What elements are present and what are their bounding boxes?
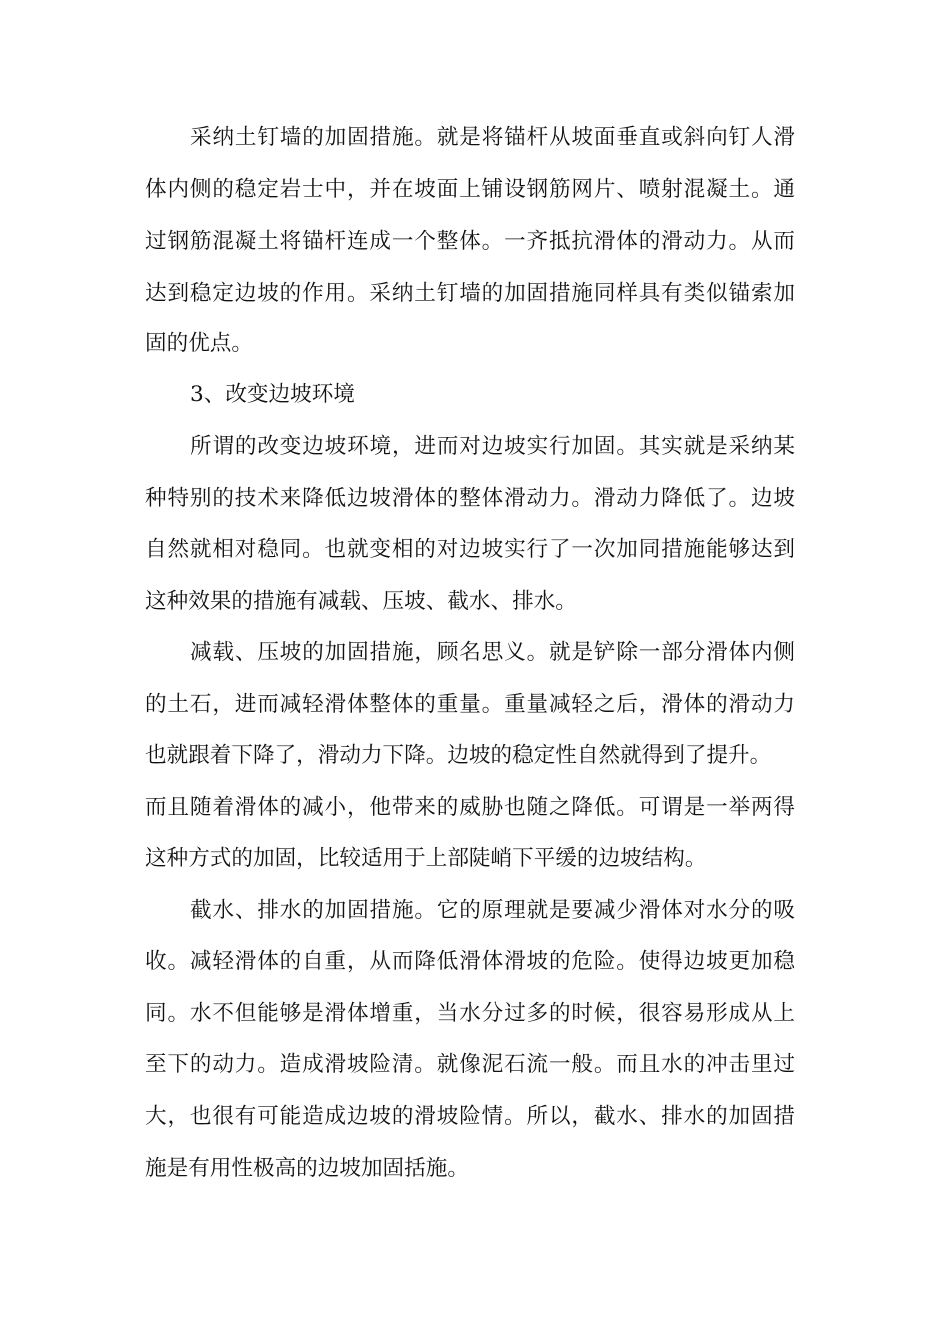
paragraph-2-line-2: 种特别的技术来降低边坡滑体的整体滑动力。滑动力降低了。边坡 bbox=[145, 486, 795, 511]
paragraph-1-line-3: 过钢筋混凝土将锚杆连成一个整体。一齐抵抗滑体的滑动力。从而 bbox=[145, 229, 795, 254]
paragraph-1-line-5: 固的优点。 bbox=[145, 331, 253, 356]
paragraph-1-line-2: 体内侧的稳定岩士中，并在坡面上铺设钢筋网片、喷射混凝土。通 bbox=[145, 177, 795, 202]
paragraph-3-line-4: 而且随着滑体的减小，他带来的威胁也随之降低。可谓是一举两得 bbox=[145, 795, 795, 820]
paragraph-3-line-3: 也就跟着下降了，滑动力下降。边坡的稳定性自然就得到了提升。 bbox=[145, 743, 772, 768]
paragraph-2-line-1: 所谓的改变边坡环境，进而对边坡实行加固。其实就是采纳某 bbox=[190, 434, 795, 459]
paragraph-3-line-2: 的土石，进而减轻滑体整体的重量。重量减轻之后，滑体的滑动力 bbox=[145, 692, 795, 717]
paragraph-2-line-3: 自然就相对稳同。也就变相的对边坡实行了一次加同措施能够达到 bbox=[145, 537, 795, 562]
paragraph-3-line-5: 这种方式的加固，比较适用于上部陡峭下平缓的边坡结构。 bbox=[145, 846, 707, 871]
paragraph-2-line-4: 这种效果的措施有减载、压坡、截水、排水。 bbox=[145, 589, 577, 614]
paragraph-4-line-1: 截水、排水的加固措施。它的原理就是要减少滑体对水分的吸 bbox=[190, 898, 795, 923]
paragraph-4-line-6: 施是有用性极高的边坡加固括施。 bbox=[145, 1156, 469, 1181]
paragraph-4-line-4: 至下的动力。造成滑坡险清。就像泥石流一般。而且水的冲击里过 bbox=[145, 1052, 795, 1077]
paragraph-4-line-5: 大，也很有可能造成边坡的滑坡险情。所以，截水、排水的加固措 bbox=[145, 1104, 795, 1129]
paragraph-4-line-3: 同。水不但能够是滑体增重，当水分过多的时候，很容易形成从上 bbox=[145, 1001, 795, 1026]
paragraph-4-line-2: 收。减轻滑体的自重，从而降低滑体滑坡的危险。使得边坡更加稳 bbox=[145, 949, 795, 974]
paragraph-1-line-1: 采纳土钉墙的加固措施。就是将锚杆从坡面垂直或斜向钉人滑 bbox=[190, 125, 795, 150]
section-heading: 3、改变边坡环境 bbox=[190, 382, 355, 407]
paragraph-3-line-1: 减载、压坡的加固措施，顾名思义。就是铲除一部分滑体内侧 bbox=[190, 640, 795, 665]
paragraph-1-line-4: 达到稳定边坡的作用。采纳土钉墙的加固措施同样具有类似锚索加 bbox=[145, 281, 795, 306]
